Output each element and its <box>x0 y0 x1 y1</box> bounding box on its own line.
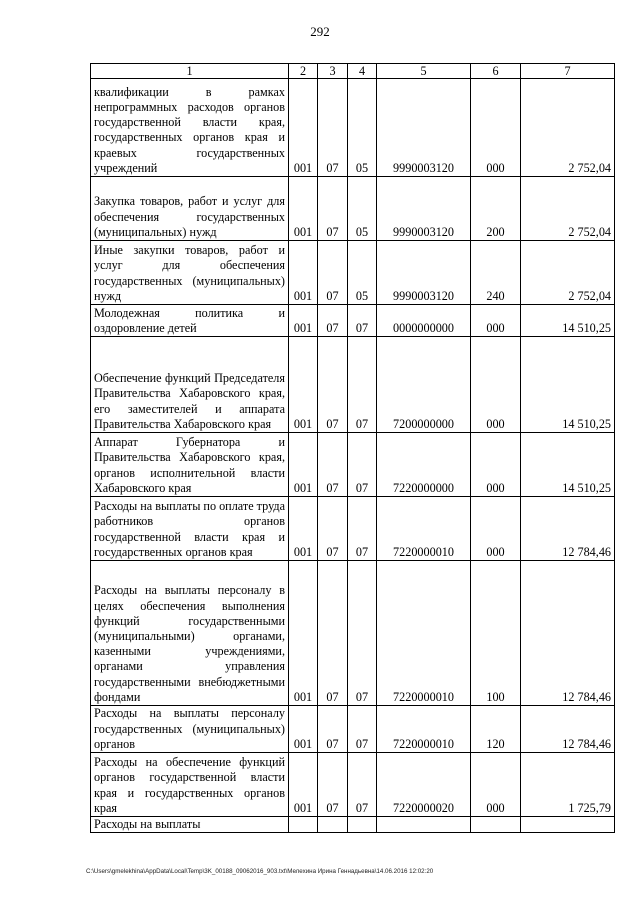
row-expense-type: 000 <box>471 753 521 817</box>
row-code-col-3 <box>318 817 348 833</box>
table-row <box>91 177 615 241</box>
row-code-col-3: 07 <box>318 177 348 241</box>
header-col-6: 6 <box>471 64 521 79</box>
row-name: Расходы на выплаты по оплате труда работников органов государственной власти края и государственных органов края <box>91 497 289 561</box>
row-target-code: 9990003120 <box>377 79 471 177</box>
row-name: Расходы на выплаты персоналу государственных (муниципальных) органов <box>91 706 289 753</box>
row-code-col-4 <box>348 817 377 833</box>
row-code-col-2: 001 <box>289 561 318 706</box>
row-code-col-4: 07 <box>348 337 377 433</box>
row-code-col-3: 07 <box>318 79 348 177</box>
row-amount: 2 752,04 <box>521 177 615 241</box>
row-amount: 12 784,46 <box>521 497 615 561</box>
row-code-col-4: 05 <box>348 241 377 305</box>
row-expense-type: 000 <box>471 79 521 177</box>
row-expense-type: 000 <box>471 305 521 337</box>
table-row <box>91 497 615 561</box>
row-name: Расходы на обеспечение функций органов государственной власти края и государственных органов края <box>91 753 289 817</box>
row-expense-type <box>471 817 521 833</box>
row-target-code: 7220000010 <box>377 706 471 753</box>
row-expense-type: 000 <box>471 497 521 561</box>
row-code-col-4: 07 <box>348 305 377 337</box>
row-code-col-4: 07 <box>348 497 377 561</box>
row-code-col-3: 07 <box>318 305 348 337</box>
row-code-col-2: 001 <box>289 497 318 561</box>
row-code-col-2 <box>289 817 318 833</box>
row-code-col-2: 001 <box>289 433 318 497</box>
row-name: Аппарат Губернатора и Правительства Хабаровского края, органов исполнительной власти Хабаровского края <box>91 433 289 497</box>
row-code-col-4: 05 <box>348 177 377 241</box>
row-target-code: 9990003120 <box>377 177 471 241</box>
row-code-col-3: 07 <box>318 753 348 817</box>
row-code-col-2: 001 <box>289 305 318 337</box>
row-amount: 2 752,04 <box>521 79 615 177</box>
table-row <box>91 79 615 177</box>
row-code-col-3: 07 <box>318 561 348 706</box>
row-expense-type: 000 <box>471 337 521 433</box>
row-name: Иные закупки товаров, работ и услуг для обеспечения государственных (муниципальных) нужд <box>91 241 289 305</box>
row-target-code: 7220000010 <box>377 497 471 561</box>
table-row <box>91 706 615 753</box>
table-row <box>91 337 615 433</box>
row-name: Обеспечение функций Председателя Правительства Хабаровского края, его заместителей и аппарата Правительства Хабаровского края <box>91 337 289 433</box>
row-code-col-3: 07 <box>318 706 348 753</box>
table-row <box>91 433 615 497</box>
row-target-code: 9990003120 <box>377 241 471 305</box>
row-target-code: 7220000020 <box>377 753 471 817</box>
row-amount: 14 510,25 <box>521 337 615 433</box>
row-code-col-3: 07 <box>318 497 348 561</box>
header-col-2: 2 <box>289 64 318 79</box>
row-code-col-4: 05 <box>348 79 377 177</box>
header-col-7: 7 <box>521 64 615 79</box>
table-row <box>91 817 615 833</box>
header-col-5: 5 <box>377 64 471 79</box>
table-row <box>91 753 615 817</box>
row-target-code <box>377 817 471 833</box>
row-name: Расходы на выплаты <box>91 817 289 833</box>
row-amount: 14 510,25 <box>521 305 615 337</box>
row-code-col-2: 001 <box>289 241 318 305</box>
row-expense-type: 240 <box>471 241 521 305</box>
row-code-col-2: 001 <box>289 337 318 433</box>
row-code-col-3: 07 <box>318 433 348 497</box>
budget-table <box>90 63 615 833</box>
header-row <box>91 64 615 79</box>
row-expense-type: 100 <box>471 561 521 706</box>
row-amount: 1 725,79 <box>521 753 615 817</box>
row-amount: 14 510,25 <box>521 433 615 497</box>
row-target-code: 7220000010 <box>377 561 471 706</box>
row-expense-type: 200 <box>471 177 521 241</box>
page-number: 292 <box>310 24 330 39</box>
footer-file-path: C:\Users\gmelekhina\AppData\Local\Temp\3K_00188_09062016_903.txt\Мелехина Ирина Геннадьевна\14.06.2016 12:02:20 <box>86 868 434 875</box>
row-amount: 2 752,04 <box>521 241 615 305</box>
row-code-col-2: 001 <box>289 79 318 177</box>
row-amount: 12 784,46 <box>521 706 615 753</box>
row-name: Закупка товаров, работ и услуг для обеспечения государственных (муниципальных) нужд <box>91 177 289 241</box>
row-target-code: 7220000000 <box>377 433 471 497</box>
row-target-code: 0000000000 <box>377 305 471 337</box>
row-name: Молодежная политика и оздоровление детей <box>91 305 289 337</box>
row-amount <box>521 817 615 833</box>
row-code-col-4: 07 <box>348 753 377 817</box>
table-row <box>91 305 615 337</box>
row-target-code: 7200000000 <box>377 337 471 433</box>
header-col-4: 4 <box>348 64 377 79</box>
header-col-3: 3 <box>318 64 348 79</box>
table-row <box>91 241 615 305</box>
row-code-col-2: 001 <box>289 753 318 817</box>
row-name: Расходы на выплаты персоналу в целях обеспечения выполнения функций государственными (муниципальными) органами, казенными учреждениями, органами управления государственными внебюджетными фондами <box>91 561 289 706</box>
row-code-col-3: 07 <box>318 337 348 433</box>
row-code-col-4: 07 <box>348 561 377 706</box>
row-amount: 12 784,46 <box>521 561 615 706</box>
row-expense-type: 120 <box>471 706 521 753</box>
row-code-col-2: 001 <box>289 706 318 753</box>
row-name: квалификации в рамках непрограммных расходов органов государственной власти края, государственных органов края и краевых государственных учреждений <box>91 79 289 177</box>
table-row <box>91 561 615 706</box>
header-col-1: 1 <box>91 64 289 79</box>
row-code-col-4: 07 <box>348 433 377 497</box>
row-code-col-2: 001 <box>289 177 318 241</box>
row-expense-type: 000 <box>471 433 521 497</box>
row-code-col-3: 07 <box>318 241 348 305</box>
row-code-col-4: 07 <box>348 706 377 753</box>
table-body <box>91 79 615 833</box>
